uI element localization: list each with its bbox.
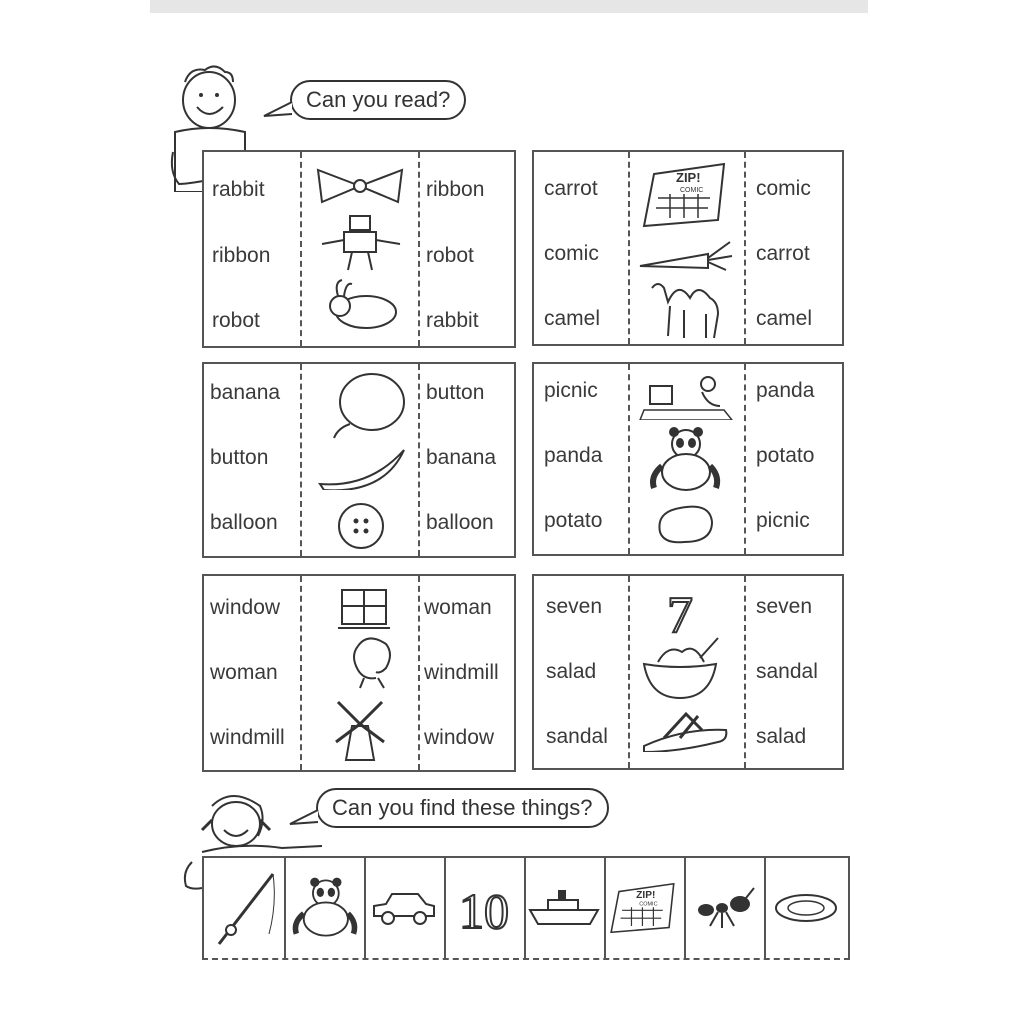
windmill-icon: [332, 696, 388, 762]
comic-subtitle: COMIC: [639, 901, 658, 908]
find-cell[interactable]: [524, 858, 606, 958]
find-strip: [202, 856, 850, 960]
word-left[interactable]: potato: [544, 509, 603, 532]
ant-icon: [692, 886, 756, 930]
find-cell[interactable]: [604, 858, 686, 958]
read-prompt-text: Can you read?: [306, 87, 451, 112]
seven-icon: [658, 582, 702, 638]
ten-numeral: 10: [459, 883, 509, 938]
word-right[interactable]: carrot: [756, 242, 810, 265]
word-right[interactable]: ribbon: [426, 178, 485, 201]
read-prompt-bubble: [290, 80, 466, 120]
word-left[interactable]: seven: [546, 595, 603, 618]
comic-title: ZIP!: [636, 889, 656, 901]
word-left[interactable]: robot: [212, 309, 260, 332]
word-right[interactable]: salad: [756, 725, 807, 748]
word-right[interactable]: picnic: [756, 509, 810, 532]
ten-icon: [449, 878, 519, 938]
word-right[interactable]: robot: [426, 244, 474, 267]
word-left[interactable]: sandal: [546, 725, 608, 748]
word-left[interactable]: comic: [544, 242, 599, 265]
window-icon: [338, 588, 390, 630]
word-box-6: [532, 574, 844, 770]
find-cell[interactable]: [364, 858, 446, 958]
banana-icon: [316, 446, 408, 490]
find-cell[interactable]: [444, 858, 526, 958]
word-left[interactable]: button: [210, 446, 269, 469]
word-box-2: [532, 150, 844, 346]
find-prompt-bubble: [316, 788, 609, 828]
word-box-3: [202, 362, 516, 558]
find-cell[interactable]: [284, 858, 366, 958]
comic-icon: [608, 875, 680, 941]
balloon-icon: [328, 372, 408, 444]
word-right[interactable]: camel: [756, 307, 813, 330]
top-bar: [150, 0, 868, 13]
word-right[interactable]: window: [424, 726, 495, 749]
word-right[interactable]: banana: [426, 446, 497, 469]
salad-icon: [638, 634, 724, 702]
word-left[interactable]: balloon: [210, 511, 278, 534]
fishing-rod-icon: [209, 868, 279, 948]
seven-numeral: 7: [667, 587, 693, 638]
word-right[interactable]: potato: [756, 444, 815, 467]
comic-subtitle: COMIC: [680, 187, 704, 194]
word-right[interactable]: panda: [756, 379, 815, 402]
plate-icon: [773, 891, 839, 925]
word-right[interactable]: button: [426, 381, 485, 404]
word-right[interactable]: windmill: [424, 661, 499, 684]
word-left[interactable]: camel: [544, 307, 601, 330]
find-cell[interactable]: [684, 858, 766, 958]
ribbon-icon: [312, 166, 408, 206]
word-left[interactable]: window: [210, 596, 281, 619]
word-right[interactable]: rabbit: [426, 309, 479, 332]
word-box-4: [532, 362, 844, 556]
word-left[interactable]: panda: [544, 444, 603, 467]
word-right[interactable]: sandal: [756, 660, 818, 683]
camel-icon: [644, 274, 730, 342]
find-prompt-text: Can you find these things?: [332, 795, 593, 820]
robot-icon: [316, 210, 406, 274]
potato-icon: [654, 502, 716, 546]
word-box-1: [202, 150, 516, 348]
sandal-icon: [640, 708, 730, 752]
word-right[interactable]: comic: [756, 177, 811, 200]
word-right[interactable]: seven: [756, 595, 813, 618]
woman-icon: [344, 634, 396, 690]
carrot-icon: [638, 236, 734, 276]
comic-title: ZIP!: [676, 170, 701, 185]
comic-icon: [640, 160, 732, 230]
word-left[interactable]: picnic: [544, 379, 598, 402]
find-cell[interactable]: [764, 858, 848, 958]
word-left[interactable]: windmill: [210, 726, 285, 749]
word-left[interactable]: carrot: [544, 177, 598, 200]
bubble-tail: [288, 808, 320, 828]
ship-icon: [528, 886, 600, 930]
word-right[interactable]: woman: [424, 596, 492, 619]
word-box-5: [202, 574, 516, 772]
bubble-tail: [262, 100, 294, 120]
rabbit-icon: [318, 278, 404, 334]
word-left[interactable]: ribbon: [212, 244, 271, 267]
panda-icon: [289, 871, 359, 945]
find-cell[interactable]: [204, 858, 286, 958]
word-left[interactable]: woman: [210, 661, 278, 684]
button-icon: [334, 502, 388, 550]
picnic-icon: [638, 372, 734, 420]
word-right[interactable]: balloon: [426, 511, 494, 534]
word-left[interactable]: rabbit: [212, 178, 265, 201]
panda-icon: [646, 426, 722, 494]
word-left[interactable]: banana: [210, 381, 281, 404]
word-left[interactable]: salad: [546, 660, 597, 683]
car-icon: [370, 888, 438, 928]
